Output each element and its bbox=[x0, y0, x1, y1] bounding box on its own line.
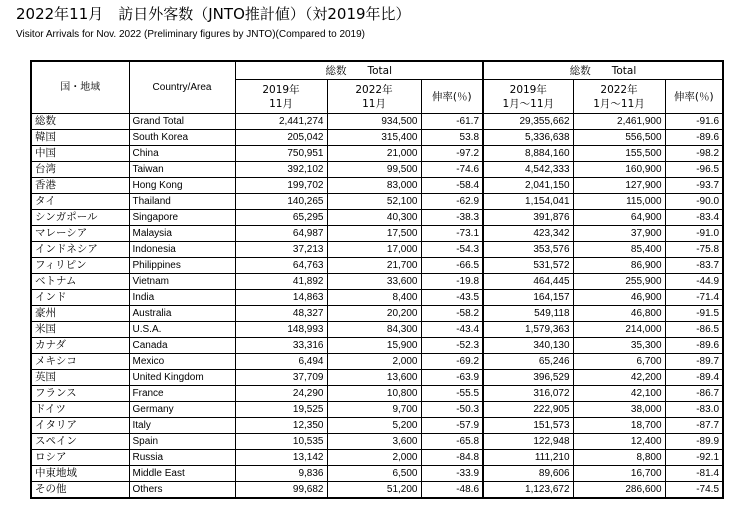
cell-country-jp: 豪州 bbox=[31, 306, 129, 322]
cell-ytd-2019: 111,210 bbox=[483, 450, 573, 466]
cell-month-2019: 41,892 bbox=[235, 274, 327, 290]
cell-country-en: Malaysia bbox=[129, 226, 235, 242]
cell-ytd-2019: 4,542,333 bbox=[483, 162, 573, 178]
cell-month-change: -63.9 bbox=[421, 370, 483, 386]
cell-country-jp: 台湾 bbox=[31, 162, 129, 178]
cell-month-2019: 64,987 bbox=[235, 226, 327, 242]
cell-month-2022: 315,400 bbox=[327, 130, 421, 146]
col-header-country-en: Country/Area bbox=[129, 61, 235, 114]
cell-month-2019: 13,142 bbox=[235, 450, 327, 466]
cell-country-jp: インドネシア bbox=[31, 242, 129, 258]
cell-country-jp: 英国 bbox=[31, 370, 129, 386]
cell-country-en: Canada bbox=[129, 338, 235, 354]
cell-country-en: Germany bbox=[129, 402, 235, 418]
cell-ytd-2022: 556,500 bbox=[573, 130, 665, 146]
table-row bbox=[31, 450, 723, 466]
cell-ytd-2019: 8,884,160 bbox=[483, 146, 573, 162]
cell-month-2019: 750,951 bbox=[235, 146, 327, 162]
cell-ytd-2022: 35,300 bbox=[573, 338, 665, 354]
cell-country-en: Philippines bbox=[129, 258, 235, 274]
cell-month-2019: 19,525 bbox=[235, 402, 327, 418]
cell-country-en: Thailand bbox=[129, 194, 235, 210]
cell-ytd-2019: 316,072 bbox=[483, 386, 573, 402]
cell-month-change: 53.8 bbox=[421, 130, 483, 146]
table-row bbox=[31, 338, 723, 354]
cell-month-change: -84.8 bbox=[421, 450, 483, 466]
cell-month-change: -65.8 bbox=[421, 434, 483, 450]
cell-month-change: -43.5 bbox=[421, 290, 483, 306]
cell-month-2022: 17,500 bbox=[327, 226, 421, 242]
cell-country-jp: メキシコ bbox=[31, 354, 129, 370]
cell-ytd-2022: 127,900 bbox=[573, 178, 665, 194]
col-header-ytd-2019 bbox=[483, 80, 573, 114]
table-row bbox=[31, 434, 723, 450]
cell-ytd-2022: 12,400 bbox=[573, 434, 665, 450]
cell-country-en: Vietnam bbox=[129, 274, 235, 290]
table-row bbox=[31, 146, 723, 162]
cell-month-change: -57.9 bbox=[421, 418, 483, 434]
cell-month-2019: 2,441,274 bbox=[235, 114, 327, 130]
cell-ytd-2022: 8,800 bbox=[573, 450, 665, 466]
cell-ytd-change: -83.7 bbox=[665, 258, 723, 274]
cell-country-en: Spain bbox=[129, 434, 235, 450]
cell-ytd-2019: 5,336,638 bbox=[483, 130, 573, 146]
cell-ytd-change: -89.6 bbox=[665, 130, 723, 146]
cell-month-2022: 2,000 bbox=[327, 354, 421, 370]
cell-country-en: Hong Kong bbox=[129, 178, 235, 194]
table-row bbox=[31, 482, 723, 499]
cell-country-en: U.S.A. bbox=[129, 322, 235, 338]
cell-country-jp: 中東地域 bbox=[31, 466, 129, 482]
table-row bbox=[31, 242, 723, 258]
cell-country-jp: 総数 bbox=[31, 114, 129, 130]
col-header-ytd-change: 伸率(％) bbox=[665, 80, 723, 114]
cell-month-change: -52.3 bbox=[421, 338, 483, 354]
cell-ytd-change: -89.9 bbox=[665, 434, 723, 450]
cell-month-change: -58.2 bbox=[421, 306, 483, 322]
cell-country-jp: イタリア bbox=[31, 418, 129, 434]
cell-ytd-2019: 1,123,672 bbox=[483, 482, 573, 499]
cell-ytd-2022: 46,900 bbox=[573, 290, 665, 306]
cell-ytd-2019: 65,246 bbox=[483, 354, 573, 370]
cell-month-2022: 21,700 bbox=[327, 258, 421, 274]
cell-month-2019: 148,993 bbox=[235, 322, 327, 338]
cell-month-2019: 140,265 bbox=[235, 194, 327, 210]
cell-ytd-2022: 214,000 bbox=[573, 322, 665, 338]
cell-ytd-2019: 464,445 bbox=[483, 274, 573, 290]
cell-ytd-change: -44.9 bbox=[665, 274, 723, 290]
cell-month-2022: 99,500 bbox=[327, 162, 421, 178]
cell-month-2019: 37,213 bbox=[235, 242, 327, 258]
col-header-month-2022-period: 11月 bbox=[362, 97, 386, 110]
cell-month-2022: 15,900 bbox=[327, 338, 421, 354]
table-row bbox=[31, 306, 723, 322]
cell-ytd-change: -86.5 bbox=[665, 322, 723, 338]
cell-ytd-change: -89.4 bbox=[665, 370, 723, 386]
cell-country-jp: 韓国 bbox=[31, 130, 129, 146]
table-row bbox=[31, 370, 723, 386]
cell-country-jp: その他 bbox=[31, 482, 129, 499]
cell-month-change: -43.4 bbox=[421, 322, 483, 338]
cell-country-en: Others bbox=[129, 482, 235, 499]
cell-ytd-2022: 255,900 bbox=[573, 274, 665, 290]
table-row bbox=[31, 466, 723, 482]
cell-ytd-2019: 151,573 bbox=[483, 418, 573, 434]
cell-month-change: -61.7 bbox=[421, 114, 483, 130]
cell-month-2019: 64,763 bbox=[235, 258, 327, 274]
cell-ytd-2022: 38,000 bbox=[573, 402, 665, 418]
cell-country-jp: フィリピン bbox=[31, 258, 129, 274]
cell-country-en: Australia bbox=[129, 306, 235, 322]
cell-ytd-2022: 18,700 bbox=[573, 418, 665, 434]
cell-ytd-2022: 37,900 bbox=[573, 226, 665, 242]
table-row bbox=[31, 114, 723, 130]
cell-month-2019: 37,709 bbox=[235, 370, 327, 386]
cell-country-jp: インド bbox=[31, 290, 129, 306]
cell-country-jp: タイ bbox=[31, 194, 129, 210]
cell-month-2022: 8,400 bbox=[327, 290, 421, 306]
cell-month-2019: 24,290 bbox=[235, 386, 327, 402]
cell-month-change: -58.4 bbox=[421, 178, 483, 194]
cell-ytd-2019: 353,576 bbox=[483, 242, 573, 258]
visitor-arrivals-table bbox=[30, 60, 724, 499]
cell-month-2022: 6,500 bbox=[327, 466, 421, 482]
table-row bbox=[31, 194, 723, 210]
cell-ytd-change: -83.4 bbox=[665, 210, 723, 226]
cell-ytd-2019: 549,118 bbox=[483, 306, 573, 322]
cell-ytd-change: -89.6 bbox=[665, 338, 723, 354]
col-header-ytd-2019-period: 1月～11月 bbox=[502, 97, 555, 110]
cell-country-jp: ロシア bbox=[31, 450, 129, 466]
cell-ytd-change: -96.5 bbox=[665, 162, 723, 178]
cell-ytd-change: -75.8 bbox=[665, 242, 723, 258]
cell-ytd-change: -91.5 bbox=[665, 306, 723, 322]
table-row bbox=[31, 162, 723, 178]
cell-month-change: -33.9 bbox=[421, 466, 483, 482]
cell-country-en: India bbox=[129, 290, 235, 306]
cell-ytd-2022: 64,900 bbox=[573, 210, 665, 226]
cell-ytd-2019: 1,154,041 bbox=[483, 194, 573, 210]
cell-ytd-change: -87.7 bbox=[665, 418, 723, 434]
table-row bbox=[31, 258, 723, 274]
page-subtitle: Visitor Arrivals for Nov. 2022 (Preliminary figures by JNTO)(Compared to 2019) bbox=[16, 29, 366, 40]
table-row bbox=[31, 402, 723, 418]
cell-month-2019: 392,102 bbox=[235, 162, 327, 178]
cell-ytd-change: -83.0 bbox=[665, 402, 723, 418]
cell-ytd-2022: 115,000 bbox=[573, 194, 665, 210]
cell-country-jp: マレーシア bbox=[31, 226, 129, 242]
cell-ytd-change: -89.7 bbox=[665, 354, 723, 370]
cell-month-change: -74.6 bbox=[421, 162, 483, 178]
cell-country-en: Russia bbox=[129, 450, 235, 466]
cell-ytd-2022: 286,600 bbox=[573, 482, 665, 499]
cell-country-en: Indonesia bbox=[129, 242, 235, 258]
col-header-month-2019 bbox=[235, 80, 327, 114]
cell-ytd-change: -92.1 bbox=[665, 450, 723, 466]
col-header-country-jp: 国・地域 bbox=[31, 61, 129, 114]
cell-ytd-2022: 160,900 bbox=[573, 162, 665, 178]
cell-ytd-2019: 122,948 bbox=[483, 434, 573, 450]
cell-ytd-2022: 46,800 bbox=[573, 306, 665, 322]
table-row bbox=[31, 210, 723, 226]
cell-country-jp: カナダ bbox=[31, 338, 129, 354]
cell-country-en: Mexico bbox=[129, 354, 235, 370]
col-header-ytd-2022 bbox=[573, 80, 665, 114]
cell-country-en: Singapore bbox=[129, 210, 235, 226]
cell-ytd-change: -98.2 bbox=[665, 146, 723, 162]
cell-ytd-2019: 222,905 bbox=[483, 402, 573, 418]
cell-month-2019: 99,682 bbox=[235, 482, 327, 499]
cell-ytd-2022: 155,500 bbox=[573, 146, 665, 162]
cell-month-2022: 21,000 bbox=[327, 146, 421, 162]
cell-ytd-2022: 2,461,900 bbox=[573, 114, 665, 130]
cell-ytd-2019: 340,130 bbox=[483, 338, 573, 354]
col-header-month-change: 伸率(％) bbox=[421, 80, 483, 114]
cell-month-change: -55.5 bbox=[421, 386, 483, 402]
col-header-month-2022 bbox=[327, 80, 421, 114]
cell-month-2022: 2,000 bbox=[327, 450, 421, 466]
cell-ytd-2022: 16,700 bbox=[573, 466, 665, 482]
cell-ytd-change: -90.0 bbox=[665, 194, 723, 210]
cell-month-2022: 9,700 bbox=[327, 402, 421, 418]
col-header-ytd-2019-year: 2019年 bbox=[509, 83, 547, 96]
cell-month-change: -38.3 bbox=[421, 210, 483, 226]
cell-country-jp: フランス bbox=[31, 386, 129, 402]
table-row bbox=[31, 226, 723, 242]
cell-country-en: China bbox=[129, 146, 235, 162]
cell-month-2019: 14,863 bbox=[235, 290, 327, 306]
cell-month-2019: 33,316 bbox=[235, 338, 327, 354]
cell-month-2019: 9,836 bbox=[235, 466, 327, 482]
cell-month-change: -62.9 bbox=[421, 194, 483, 210]
cell-ytd-2022: 42,200 bbox=[573, 370, 665, 386]
cell-month-2019: 65,295 bbox=[235, 210, 327, 226]
cell-month-2022: 40,300 bbox=[327, 210, 421, 226]
cell-country-en: Grand Total bbox=[129, 114, 235, 130]
cell-country-jp: シンガポール bbox=[31, 210, 129, 226]
page-title: 2022年11月 訪日外客数（JNTO推計値）（対2019年比） bbox=[16, 5, 411, 23]
cell-month-change: -54.3 bbox=[421, 242, 483, 258]
cell-month-2019: 199,702 bbox=[235, 178, 327, 194]
cell-ytd-change: -74.5 bbox=[665, 482, 723, 499]
cell-country-en: Middle East bbox=[129, 466, 235, 482]
cell-ytd-2022: 42,100 bbox=[573, 386, 665, 402]
table-row bbox=[31, 322, 723, 338]
cell-ytd-change: -71.4 bbox=[665, 290, 723, 306]
cell-month-change: -69.2 bbox=[421, 354, 483, 370]
cell-country-en: France bbox=[129, 386, 235, 402]
cell-ytd-2019: 531,572 bbox=[483, 258, 573, 274]
cell-ytd-change: -81.4 bbox=[665, 466, 723, 482]
cell-ytd-2019: 89,606 bbox=[483, 466, 573, 482]
table-row bbox=[31, 354, 723, 370]
table-row bbox=[31, 178, 723, 194]
cell-country-jp: 中国 bbox=[31, 146, 129, 162]
cell-month-2022: 84,300 bbox=[327, 322, 421, 338]
cell-ytd-2019: 164,157 bbox=[483, 290, 573, 306]
cell-ytd-2022: 85,400 bbox=[573, 242, 665, 258]
cell-month-change: -73.1 bbox=[421, 226, 483, 242]
col-header-ytd-2022-year: 2022年 bbox=[600, 83, 638, 96]
cell-month-2022: 17,000 bbox=[327, 242, 421, 258]
cell-ytd-change: -91.0 bbox=[665, 226, 723, 242]
cell-month-2019: 205,042 bbox=[235, 130, 327, 146]
cell-ytd-2019: 1,579,363 bbox=[483, 322, 573, 338]
table-row bbox=[31, 130, 723, 146]
cell-country-jp: 香港 bbox=[31, 178, 129, 194]
table-row bbox=[31, 386, 723, 402]
cell-month-2022: 83,000 bbox=[327, 178, 421, 194]
col-header-month-2019-year: 2019年 bbox=[262, 83, 300, 96]
header-row-top bbox=[31, 61, 723, 80]
cell-month-2022: 51,200 bbox=[327, 482, 421, 499]
cell-country-en: Taiwan bbox=[129, 162, 235, 178]
cell-month-2022: 20,200 bbox=[327, 306, 421, 322]
cell-ytd-2022: 86,900 bbox=[573, 258, 665, 274]
cell-country-en: United Kingdom bbox=[129, 370, 235, 386]
cell-month-2022: 3,600 bbox=[327, 434, 421, 450]
cell-month-change: -66.5 bbox=[421, 258, 483, 274]
table-body bbox=[31, 61, 723, 498]
cell-month-2022: 5,200 bbox=[327, 418, 421, 434]
cell-ytd-change: -91.6 bbox=[665, 114, 723, 130]
cell-month-change: -50.3 bbox=[421, 402, 483, 418]
cell-month-2022: 33,600 bbox=[327, 274, 421, 290]
cell-ytd-change: -93.7 bbox=[665, 178, 723, 194]
cell-month-2022: 934,500 bbox=[327, 114, 421, 130]
cell-month-2019: 48,327 bbox=[235, 306, 327, 322]
col-header-month-2019-period: 11月 bbox=[269, 97, 293, 110]
cell-month-2022: 13,600 bbox=[327, 370, 421, 386]
cell-country-en: South Korea bbox=[129, 130, 235, 146]
col-header-ytd-2022-period: 1月～11月 bbox=[593, 97, 645, 110]
cell-month-2019: 10,535 bbox=[235, 434, 327, 450]
cell-month-change: -19.8 bbox=[421, 274, 483, 290]
cell-ytd-2022: 6,700 bbox=[573, 354, 665, 370]
cell-month-2019: 6,494 bbox=[235, 354, 327, 370]
cell-country-jp: ドイツ bbox=[31, 402, 129, 418]
cell-ytd-change: -86.7 bbox=[665, 386, 723, 402]
table-row bbox=[31, 274, 723, 290]
cell-country-jp: ベトナム bbox=[31, 274, 129, 290]
cell-ytd-2019: 391,876 bbox=[483, 210, 573, 226]
cell-ytd-2019: 396,529 bbox=[483, 370, 573, 386]
cell-country-jp: 米国 bbox=[31, 322, 129, 338]
cell-month-change: -97.2 bbox=[421, 146, 483, 162]
cell-country-en: Italy bbox=[129, 418, 235, 434]
cell-country-jp: スペイン bbox=[31, 434, 129, 450]
table-row bbox=[31, 290, 723, 306]
cell-month-change: -48.6 bbox=[421, 482, 483, 499]
group-header-month: 総数 Total bbox=[235, 61, 483, 80]
cell-month-2022: 52,100 bbox=[327, 194, 421, 210]
table-row bbox=[31, 418, 723, 434]
cell-ytd-2019: 29,355,662 bbox=[483, 114, 573, 130]
cell-month-2022: 10,800 bbox=[327, 386, 421, 402]
cell-month-2019: 12,350 bbox=[235, 418, 327, 434]
group-header-ytd: 総数 Total bbox=[483, 61, 723, 80]
cell-ytd-2019: 423,342 bbox=[483, 226, 573, 242]
col-header-month-2022-year: 2022年 bbox=[355, 83, 393, 96]
cell-ytd-2019: 2,041,150 bbox=[483, 178, 573, 194]
